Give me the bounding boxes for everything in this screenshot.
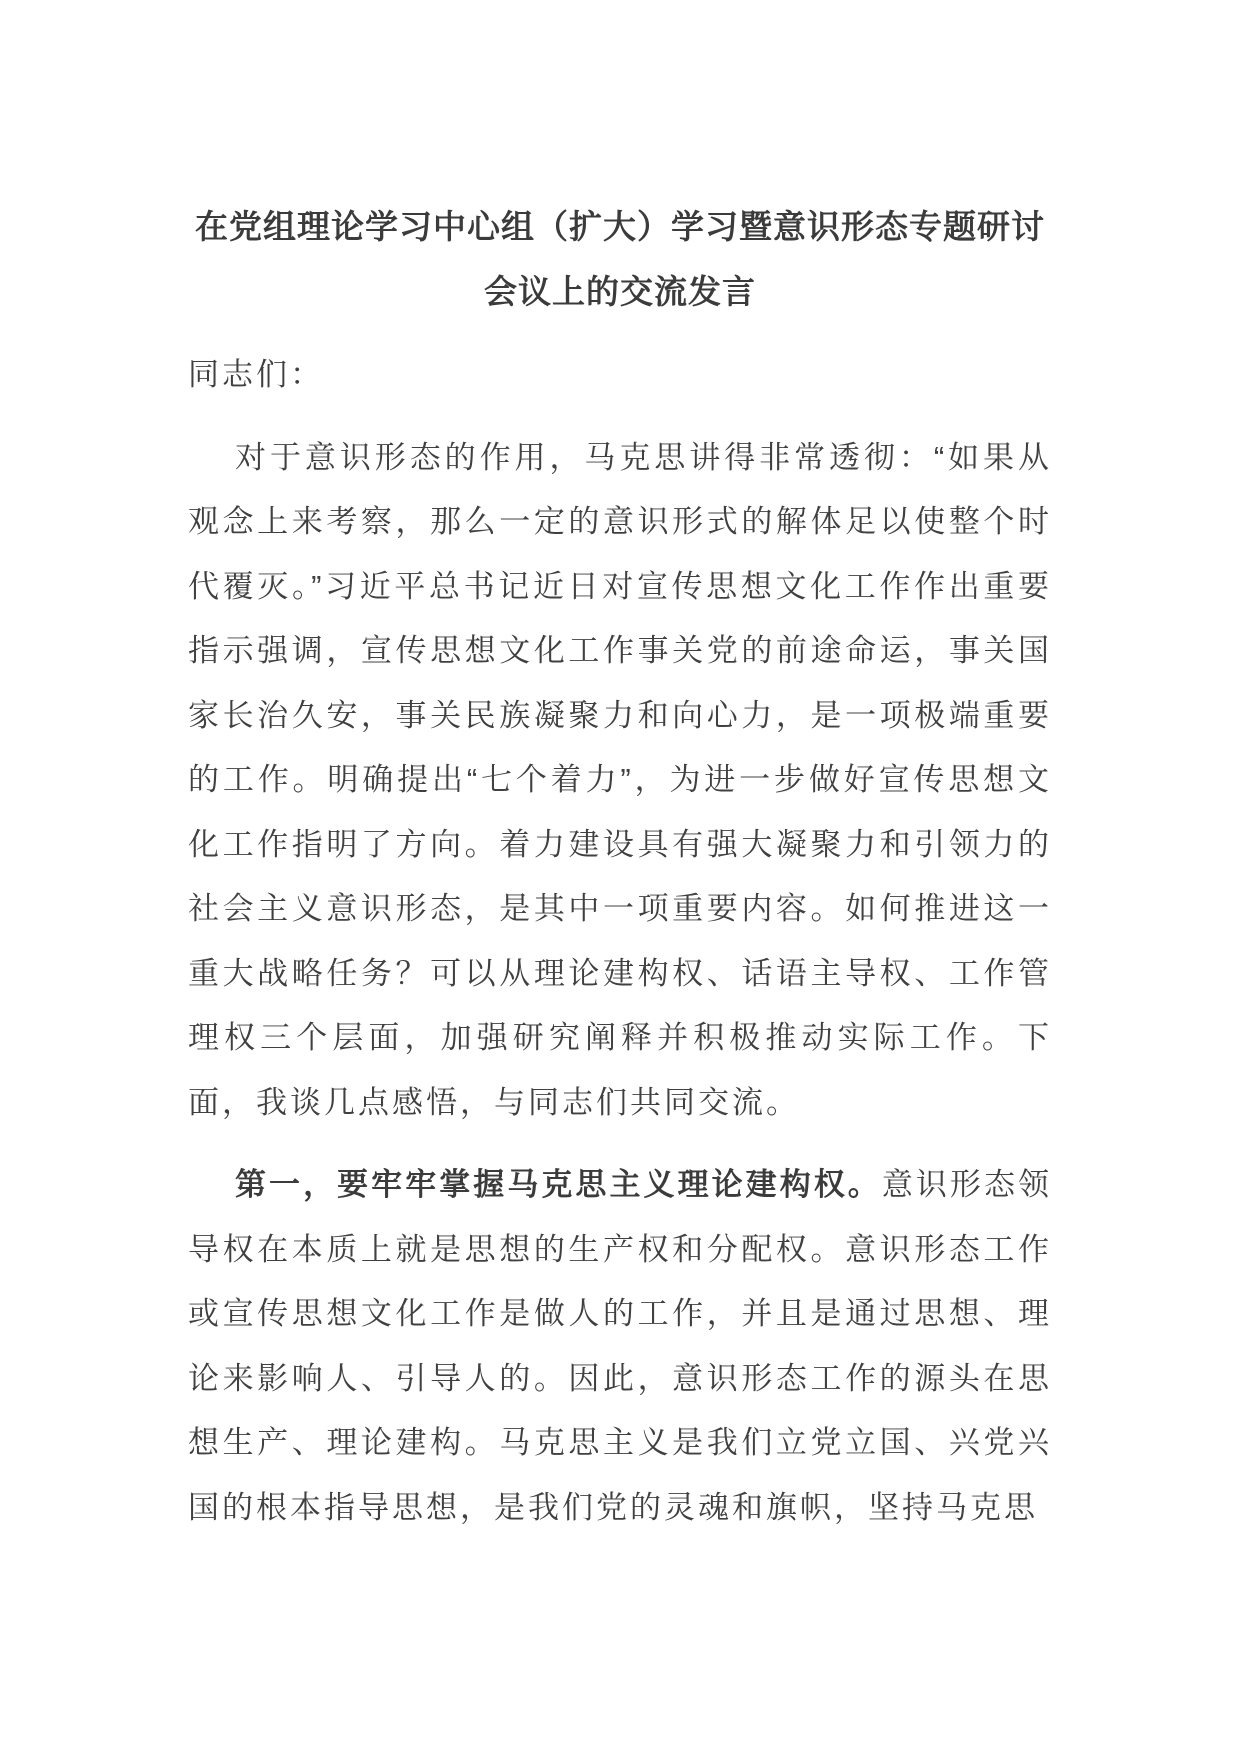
paragraph-point-1-lead: 第一，要牢牢掌握马克思主义理论建构权。: [235, 1167, 882, 1202]
paragraph-intro: 对于意识形态的作用，马克思讲得非常透彻：“如果从观念上来考察，那么一定的意识形式的解体足以使整个时代覆灭。”习近平总书记近日对宣传思想文化工作作出重要指示强调，宣传思想文化工作事关党的前途命运，事关国家长治久安，事关民族凝聚力和向心力，是一项极端重要的工作。明确提出“七个着力”，为进一步做好宣传思想文化工作指明了方向。着力建设具有强大凝聚力和引领力的社会主义意识形态，是其中一项重要内容。如何推进这一重大战略任务？可以从理论建构权、话语主导权、工作管理权三个层面，加强研究阐释并积极推动实际工作。下面，我谈几点感悟，与同志们共同交流。: [188, 439, 1052, 1120]
document-title-line-1: 在党组理论学习中心组（扩大）学习暨意识形态专题研讨: [195, 208, 1045, 245]
salutation: 同志们：: [188, 357, 324, 392]
document-title-line-2: 会议上的交流发言: [484, 273, 756, 310]
paragraph-point-1: [188, 1153, 1052, 1540]
document-title: [188, 194, 1052, 324]
paragraph-point-1-body: 意识形态领导权在本质上就是思想的生产权和分配权。意识形态工作或宣传思想文化工作是做人的工作，并且是通过思想、理论来影响人、引导人的。因此，意识形态工作的源头在思想生产、理论建构。马克思主义是我们立党立国、兴党兴国的根本指导思想，是我们党的灵魂和旗帜，坚持马克思: [188, 1167, 1053, 1525]
